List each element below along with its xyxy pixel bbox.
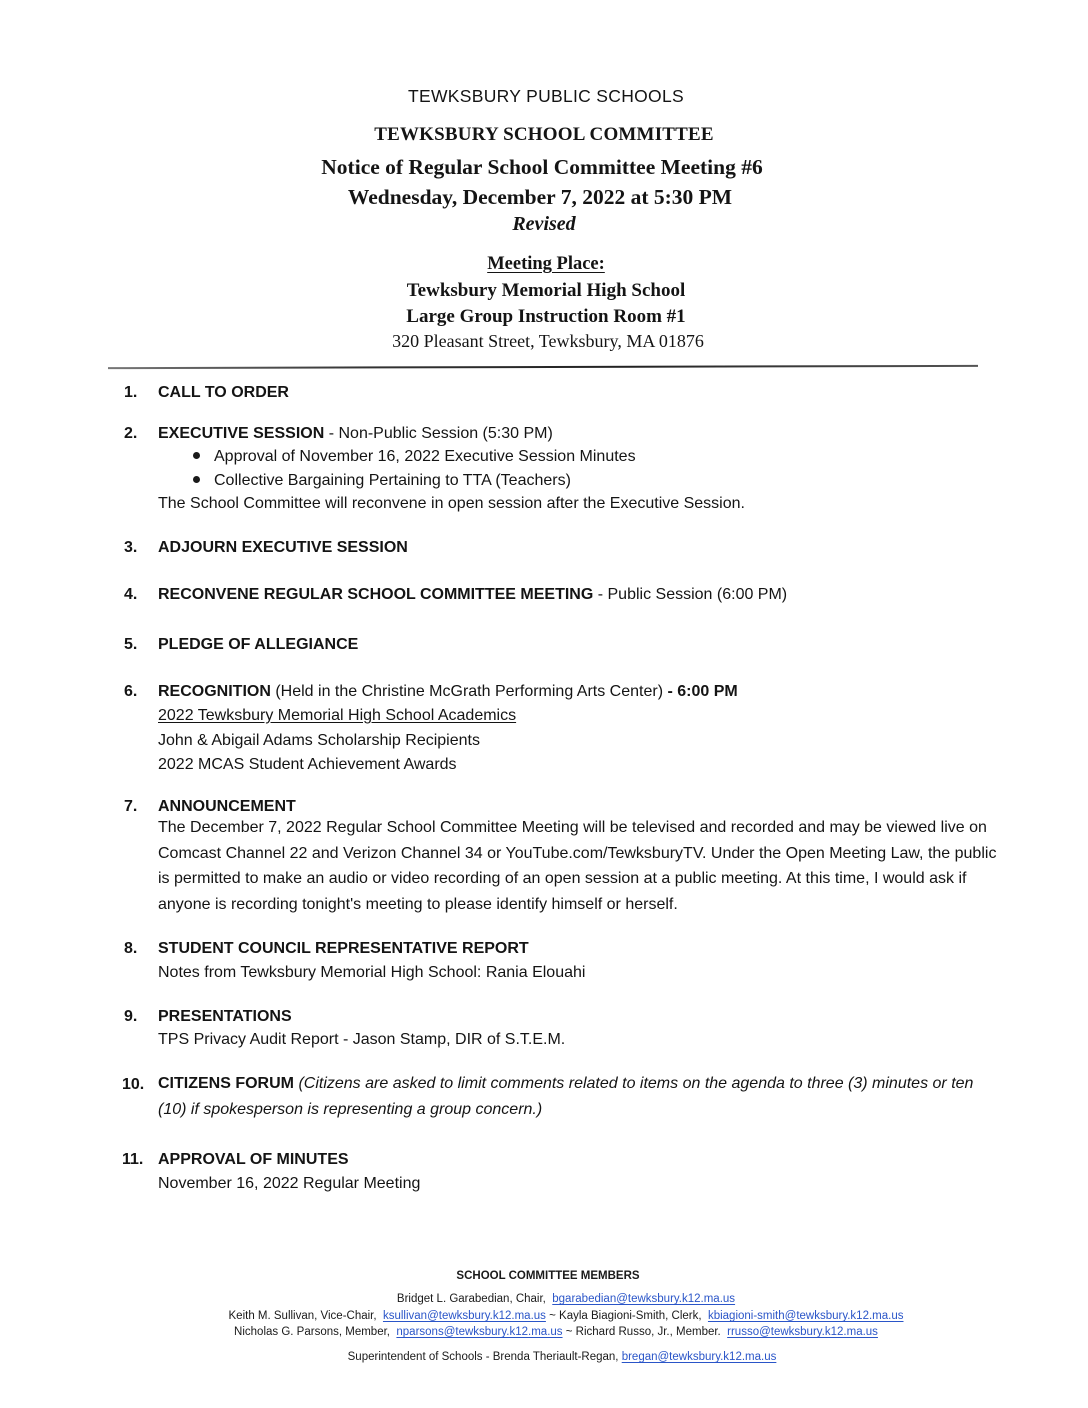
item-detail: (Citizens are asked to limit comments related to items on the agenda to three (3) minutes or ten (10) if spokesperson is representing a group concern.) bbox=[158, 1075, 974, 1118]
header-divider bbox=[108, 365, 978, 369]
footer-line-3 bbox=[12, 1326, 1088, 1338]
member-email-link[interactable]: ksullivan@tewksbury.k12.ma.us bbox=[382, 1310, 546, 1322]
member-email-link[interactable]: rrusso@tewksbury.k12.ma.us bbox=[727, 1326, 878, 1338]
item-number: 7. bbox=[124, 798, 138, 815]
item-number: 1. bbox=[124, 384, 138, 401]
item-number: 11. bbox=[122, 1151, 144, 1168]
bullet-icon bbox=[193, 476, 200, 483]
separator: ~ bbox=[549, 1310, 556, 1322]
superintendent-email-link[interactable]: bregan@tewksbury.k12.ma.us bbox=[621, 1351, 777, 1363]
item-title: ADJOURN EXECUTIVE SESSION bbox=[158, 539, 408, 556]
footer-superintendent bbox=[18, 1351, 1088, 1363]
item-title: APPROVAL OF MINUTES bbox=[158, 1151, 349, 1168]
item-note: The School Committee will reconvene in open session after the Executive Session. bbox=[158, 495, 745, 512]
item-title: PRESENTATIONS bbox=[158, 1008, 292, 1025]
item-title: EXECUTIVE SESSION bbox=[158, 425, 325, 442]
item-detail: - Non-Public Session (5:30 PM) bbox=[324, 425, 553, 442]
item-title: RECOGNITION bbox=[158, 683, 271, 700]
item-number: 5. bbox=[124, 636, 138, 653]
item-title: ANNOUNCEMENT bbox=[158, 798, 296, 815]
item-title: PLEDGE OF ALLEGIANCE bbox=[158, 636, 359, 653]
item-detail: (Held in the Christine McGrath Performing Arts Center) bbox=[270, 683, 668, 700]
member-email-link[interactable]: kbiagioni-smith@tewksbury.k12.ma.us bbox=[707, 1310, 904, 1322]
revised-label: Revised bbox=[512, 213, 576, 235]
footer-heading bbox=[4, 1270, 1088, 1282]
bullet-icon bbox=[193, 452, 200, 459]
item-title: CITIZENS FORUM bbox=[158, 1075, 294, 1092]
item-number: 3. bbox=[124, 539, 138, 556]
member-name: Richard Russo, Jr., Member. bbox=[575, 1326, 721, 1338]
item-title: CALL TO ORDER bbox=[158, 384, 289, 401]
meeting-place-school: Tewksbury Memorial High School bbox=[406, 280, 686, 301]
item-time: - 6:00 PM bbox=[667, 683, 738, 700]
item-number: 4. bbox=[124, 586, 138, 603]
superintendent-name: Superintendent of Schools - Brenda Theriault-Regan, bbox=[347, 1351, 619, 1363]
item-number: 9. bbox=[124, 1008, 138, 1025]
announcement-paragraph: The December 7, 2022 Regular School Committee Meeting will be televised and recorded and may be viewed live on Comcast Channel 22 and Verizon Channel 34 or YouTube.com/TewksburyTV. Under the Open Meeting Law, the public is permitted to make an audio or video recording of an open session at a public meeting. At this time, I would ask if anyone is recording tonight's meeting to please identify himself or herself. bbox=[158, 819, 997, 913]
committee-members-heading: SCHOOL COMMITTEE MEMBERS bbox=[456, 1270, 640, 1282]
meeting-date: Wednesday, December 7, 2022 at 5:30 PM bbox=[347, 185, 733, 209]
item-subline: Notes from Tewksbury Memorial High School: Rania Elouahi bbox=[158, 964, 586, 981]
item-number: 8. bbox=[124, 940, 138, 957]
item-title: RECONVENE REGULAR SCHOOL COMMITTEE MEETING bbox=[158, 586, 594, 603]
member-name: Nicholas G. Parsons, Member, bbox=[234, 1326, 390, 1338]
item-subline: TPS Privacy Audit Report - Jason Stamp, DIR of S.T.E.M. bbox=[158, 1031, 566, 1048]
member-name: Kayla Biagioni-Smith, Clerk, bbox=[559, 1310, 702, 1322]
meeting-place-address: 320 Pleasant Street, Tewksbury, MA 01876 bbox=[392, 331, 704, 351]
item-number: 6. bbox=[124, 683, 138, 700]
member-email-link[interactable]: nparsons@tewksbury.k12.ma.us bbox=[396, 1326, 563, 1338]
meeting-place-label bbox=[2, 254, 1088, 275]
footer-line-2 bbox=[22, 1310, 1088, 1322]
bullet-text: Collective Bargaining Pertaining to TTA (Teachers) bbox=[214, 472, 571, 489]
item-subline: 2022 MCAS Student Achievement Awards bbox=[158, 756, 457, 773]
meeting-place-label-text: Meeting Place: bbox=[487, 254, 605, 274]
item-number: 10. bbox=[122, 1076, 145, 1093]
item-subline: November 16, 2022 Regular Meeting bbox=[158, 1175, 421, 1192]
item-subline: John & Abigail Adams Scholarship Recipients bbox=[158, 732, 480, 749]
meeting-notice-title: Notice of Regular School Committee Meeting #6 bbox=[321, 155, 763, 179]
item-title: STUDENT COUNCIL REPRESENTATIVE REPORT bbox=[158, 940, 529, 957]
item-detail: - Public Session (6:00 PM) bbox=[593, 586, 788, 603]
item-number: 2. bbox=[124, 425, 138, 442]
meeting-place-room: Large Group Instruction Room #1 bbox=[406, 306, 686, 327]
member-name: Bridget L. Garabedian, Chair, bbox=[396, 1293, 546, 1305]
member-name: Keith M. Sullivan, Vice-Chair, bbox=[228, 1310, 377, 1322]
member-email-link[interactable]: bgarabedian@tewksbury.k12.ma.us bbox=[552, 1293, 736, 1305]
committee-name: TEWKSBURY SCHOOL COMMITTEE bbox=[374, 124, 714, 145]
bullet-text: Approval of November 16, 2022 Executive Session Minutes bbox=[214, 448, 636, 465]
footer-line-1 bbox=[22, 1293, 1088, 1305]
item-subline: 2022 Tewksbury Memorial High School Academics bbox=[158, 707, 517, 724]
separator: ~ bbox=[565, 1326, 573, 1338]
district-name: TEWKSBURY PUBLIC SCHOOLS bbox=[408, 86, 684, 106]
